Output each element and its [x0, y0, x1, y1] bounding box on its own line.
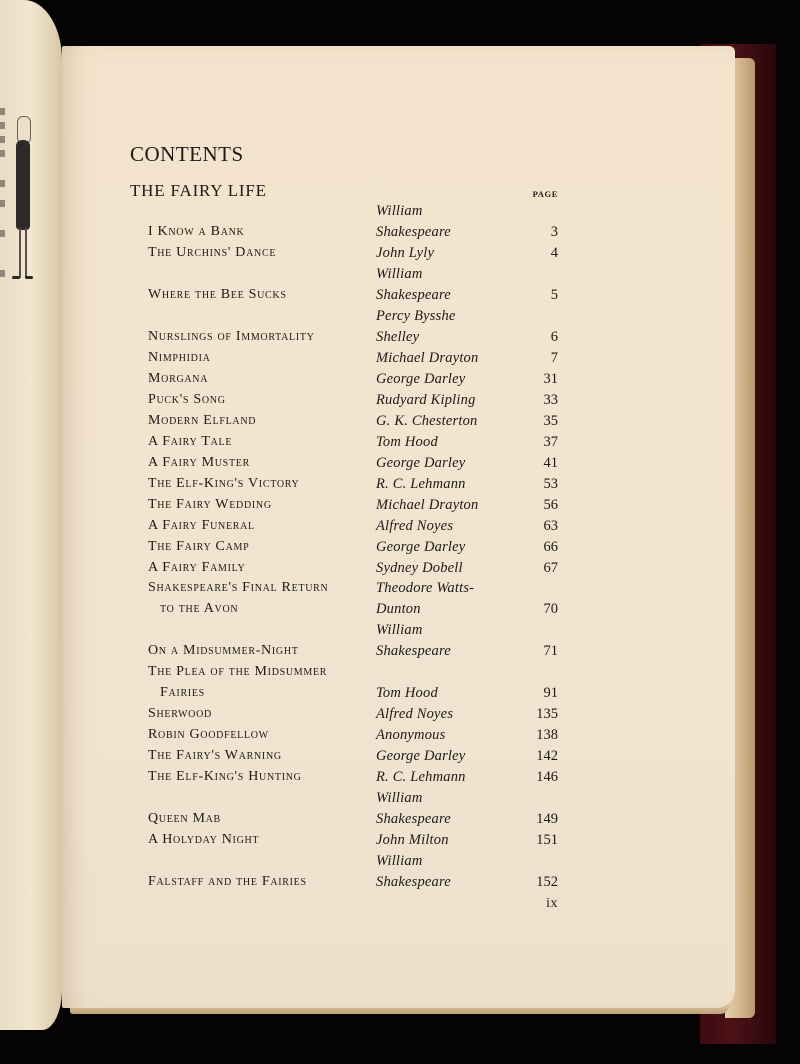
toc-entry [130, 494, 570, 515]
entry-page-number: 53 [543, 475, 558, 492]
entry-title-line: Sherwood [148, 705, 212, 721]
entry-title [130, 725, 358, 746]
entry-title-line: Modern Elfland [148, 412, 257, 428]
entry-author: Alfred Noyes [376, 705, 454, 722]
entry-page-number: 142 [536, 747, 558, 764]
entry-page-number: 67 [543, 559, 558, 576]
entry-page-number: 149 [536, 810, 558, 827]
entry-title [130, 537, 358, 558]
toc-entry [130, 767, 570, 788]
entry-title-line: On a Midsummer-Night [148, 643, 299, 659]
entry-page-number: 63 [543, 517, 558, 534]
entry-title [130, 243, 358, 264]
entry-page-number: 3 [550, 223, 558, 240]
entry-list [130, 201, 570, 893]
toc-entry [130, 389, 570, 410]
entry-title-line: The Fairy Wedding [148, 496, 272, 512]
entry-author: G. K. Chesterton [376, 412, 478, 429]
page-column-label: PAGE [532, 189, 558, 199]
entry-author: John Lyly [376, 244, 435, 261]
entry-title [130, 516, 358, 537]
toc-entry [130, 243, 570, 264]
toc-entry [130, 431, 570, 452]
entry-title-line: The Elf-King's Hunting [148, 768, 302, 784]
entry-title [130, 474, 358, 495]
toc-entry [130, 788, 570, 830]
entry-page-number: 146 [536, 768, 558, 785]
folio-number: ix [546, 895, 558, 911]
entry-title-line: The Fairy Camp [148, 538, 250, 554]
entry-title [130, 767, 358, 788]
entry-title [130, 809, 358, 830]
entry-author: William Shakespeare [376, 203, 451, 240]
entry-page-number: 41 [543, 454, 558, 471]
entry-title-continuation: Fairies [160, 684, 205, 700]
toc-entry [130, 746, 570, 767]
entry-author: Michael Drayton [376, 349, 479, 366]
entry-title [130, 641, 358, 662]
toc-entry [130, 515, 570, 536]
entry-title [130, 872, 358, 893]
entry-page-number: 35 [543, 412, 558, 429]
entry-author: Theodore Watts-Dunton [376, 580, 475, 618]
entry-author: Percy Bysshe Shelley [376, 307, 456, 345]
entry-title [130, 411, 358, 432]
toc-entry [130, 620, 570, 662]
entry-page-number: 33 [543, 391, 558, 408]
toc-entry [130, 473, 570, 494]
entry-title [130, 558, 358, 579]
entry-page-number: 7 [550, 349, 558, 366]
entry-author: Anonymous [376, 726, 446, 743]
left-page [0, 0, 62, 1030]
entry-page-number: 31 [543, 370, 558, 387]
toc-entry [130, 452, 570, 473]
table-of-contents [130, 142, 570, 912]
entry-page-number: 151 [536, 831, 558, 848]
entry-author: George Darley [376, 747, 466, 764]
entry-title [130, 285, 358, 306]
toc-entry [130, 410, 570, 431]
entry-title [130, 704, 358, 725]
entry-title-line: A Fairy Funeral [148, 517, 255, 533]
entry-title-line: A Holyday Night [148, 831, 260, 847]
entry-title [130, 662, 358, 704]
entry-title-line: Queen Mab [148, 810, 221, 826]
entry-title-line: A Fairy Family [148, 559, 246, 575]
entry-title [130, 390, 358, 411]
entry-author: Rudyard Kipling [376, 391, 476, 408]
entry-author: William Shakespeare [376, 852, 451, 890]
toc-entry [130, 851, 570, 893]
toc-entry [130, 557, 570, 578]
section-title: THE FAIRY LIFE [130, 181, 267, 200]
entry-title-line: The Fairy's Warning [148, 747, 282, 763]
entry-title [130, 327, 358, 348]
entry-title [130, 348, 358, 369]
entry-author: Michael Drayton [376, 496, 479, 513]
entry-title-line: Shakespeare's Final Return [148, 580, 329, 596]
entry-title-line: A Fairy Tale [148, 433, 233, 449]
entry-title [130, 432, 358, 453]
entry-author: R. C. Lehmann [376, 768, 466, 785]
entry-author: George Darley [376, 538, 466, 555]
entry-author: George Darley [376, 454, 466, 471]
entry-page-number: 66 [543, 538, 558, 555]
entry-page-number: 37 [543, 433, 558, 450]
entry-page-number: 91 [543, 684, 558, 701]
entry-title [130, 453, 358, 474]
toc-entry [130, 662, 570, 704]
entry-title-line: Where the Bee Sucks [148, 286, 287, 302]
entry-author: William Shakespeare [376, 622, 451, 660]
entry-author: George Darley [376, 370, 466, 387]
entry-author: Tom Hood [376, 684, 438, 701]
fairy-figure-illustration [0, 100, 40, 290]
toc-entry [130, 306, 570, 348]
entry-title [130, 222, 358, 243]
toc-entry [130, 578, 570, 620]
entry-title-line: Puck's Song [148, 391, 226, 407]
entry-page-number: 56 [543, 496, 558, 513]
entry-page-number: 138 [536, 726, 558, 743]
entry-page-number: 4 [550, 244, 558, 261]
entry-author: Tom Hood [376, 433, 438, 450]
entry-author: Sydney Dobell [376, 559, 463, 576]
toc-entry [130, 536, 570, 557]
entry-author: Alfred Noyes [376, 517, 454, 534]
entry-page-number: 6 [550, 328, 558, 345]
entry-title [130, 578, 358, 620]
entry-page-number: 5 [550, 286, 558, 303]
contents-heading: CONTENTS [130, 142, 244, 166]
entry-title-line: Nurslings of Immortality [148, 328, 315, 344]
entry-author: John Milton [376, 831, 449, 848]
toc-entry [130, 368, 570, 389]
entry-title-line: The Elf-King's Victory [148, 475, 300, 491]
entry-author: William Shakespeare [376, 789, 451, 827]
entry-page-number: 135 [536, 705, 558, 722]
entry-title-line: Falstaff and the Fairies [148, 873, 307, 889]
entry-author: William Shakespeare [376, 265, 451, 303]
toc-entry [130, 201, 570, 243]
toc-entry [130, 830, 570, 851]
entry-page-number: 152 [536, 873, 558, 890]
entry-title-line: Robin Goodfellow [148, 726, 269, 742]
entry-title [130, 830, 358, 851]
entry-page-number: 71 [543, 643, 558, 660]
entry-author: R. C. Lehmann [376, 475, 466, 492]
entry-title-line: I Know a Bank [148, 223, 245, 239]
toc-entry [130, 704, 570, 725]
entry-title [130, 369, 358, 390]
entry-title-line: Morgana [148, 370, 209, 386]
entry-title [130, 495, 358, 516]
entry-page-number: 70 [543, 601, 558, 618]
entry-title [130, 746, 358, 767]
entry-title-line: A Fairy Muster [148, 454, 250, 470]
entry-title-continuation: to the Avon [160, 601, 239, 617]
entry-title-line: The Plea of the Midsummer [148, 664, 328, 680]
toc-entry [130, 347, 570, 368]
section-header [130, 179, 570, 201]
toc-entry [130, 264, 570, 306]
entry-title-line: Nimphidia [148, 349, 211, 365]
toc-entry [130, 725, 570, 746]
entry-title-line: The Urchins' Dance [148, 244, 277, 260]
